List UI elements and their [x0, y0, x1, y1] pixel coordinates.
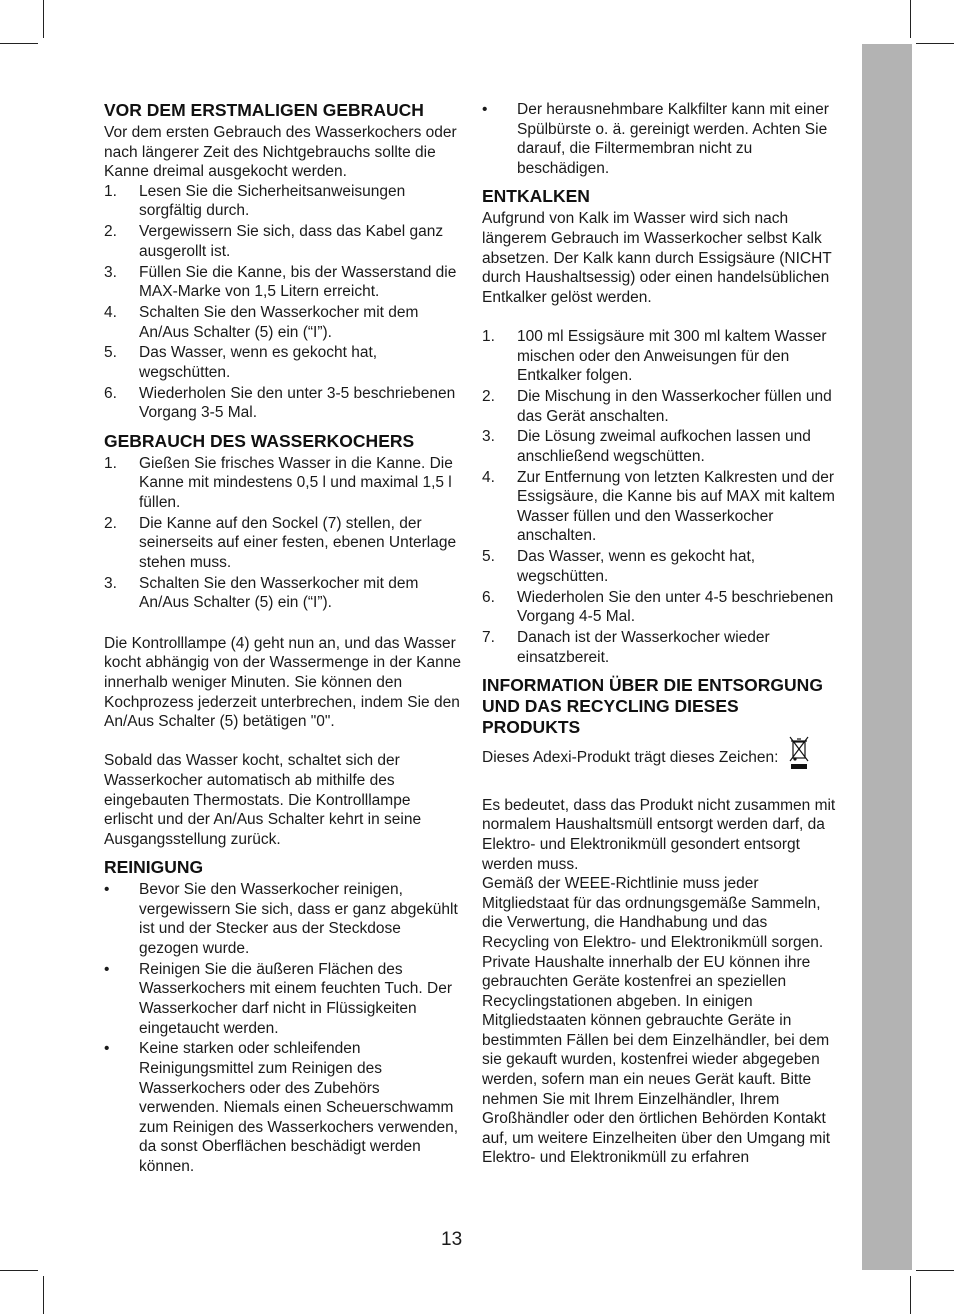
list-item: 3. Schalten Sie den Wasserkocher mit dem An/Aus Schalter (5) ein (“I”). — [104, 574, 419, 612]
list-item: 2. Die Kanne auf den Sockel (7) stellen, der seinerseits auf einer festen, ebenen Unterlage stehen muss. — [104, 514, 457, 571]
section-disposal — [482, 675, 838, 1168]
usage-paragraph-1: Die Kontrolllampe (4) geht nun an, und das Wasser kocht abhängig von der Wassermenge in der Kanne innerhalb weniger Minuten. Sie können den Kochprozess jederzeit unterbrechen, indem Sie den An/Aus Schalter (5) betätigen "0". — [104, 634, 462, 731]
bullet-list — [482, 100, 838, 178]
list-item: 1. Lesen Sie die Sicherheitsanweisungen sorgfältig durch. — [104, 182, 406, 220]
crop-mark — [0, 43, 38, 44]
list-item: 2. Die Mischung in den Wasserkocher füllen und das Gerät anschalten. — [482, 387, 832, 425]
list-item: 2. Vergewissern Sie sich, dass das Kabel ganz ausgerollt ist. — [104, 223, 444, 260]
list-item: 4. Zur Entfernung von letzten Kalkresten und der Essigsäure, die Kanne bis auf MAX mit kaltem Wasser füllen und den Wasserkocher anschalten. — [482, 468, 835, 545]
list-item: 1. 100 ml Essigsäure mit 300 ml kaltem Wasser mischen oder den Anweisungen für den Entkalker folgen. — [482, 327, 827, 385]
crop-mark — [43, 1276, 44, 1314]
descaling-intro: Aufgrund von Kalk im Wasser wird sich nach längerem Gebrauch im Wasserkocher selbst Kalk absetzen. Der Kalk kann durch Essigsäure (NICHT durch Haushaltsessig) oder einen handelsüblichen Entkalker gelöst werden. — [482, 210, 832, 306]
bullet-list — [104, 880, 462, 1176]
list-item: 4. Schalten Sie den Wasserkocher mit dem An/Aus Schalter (5) ein (“I”). — [104, 303, 419, 341]
heading-usage: GEBRAUCH DES WASSERKOCHERS — [104, 430, 415, 451]
section-descaling — [482, 186, 838, 667]
section-before-first-use — [104, 100, 462, 423]
crossed-out-wheelie-bin-icon — [788, 734, 810, 770]
section-usage — [104, 431, 462, 849]
steps-list — [482, 327, 838, 667]
intro-paragraph: Vor dem ersten Gebrauch des Wasserkochers oder nach längerer Zeit des Nichtgebrauchs sollte die Kanne dreimal ausgekocht werden. — [104, 124, 457, 181]
heading-descaling: ENTKALKEN — [482, 186, 590, 207]
list-item: 5. Das Wasser, wenn es gekocht hat, wegschütten. — [482, 548, 756, 585]
list-item: 3. Füllen Sie die Kanne, bis der Wasserstand die MAX-Marke von 1,5 Litern erreicht. — [104, 263, 457, 301]
symbol-line-text: Dieses Adexi-Produkt trägt dieses Zeichen: — [482, 749, 779, 767]
right-column — [482, 100, 838, 1176]
crop-mark — [916, 1270, 954, 1271]
list-item: 7. Danach ist der Wasserkocher wieder einsatzbereit. — [482, 628, 770, 666]
disposal-paragraph-2: Gemäß der WEEE-Richtlinie muss jeder Mitgliedstaat für das ordnungsgemäße Sammeln, die Verwertung, die Handhabung und das Recycling von Elektro- und Elektronikmüll sorgen. Private Haushalte innerhalb der EU können ihre gebrauchten Geräte kostenfrei an speziellen Recyclingstationen abgeben. In einigen Mitgliedstaaten können gebrauchte Geräte in bestimmten Fällen bei dem Einzelhändler, bei dem sie gekauft wurden, kostenfrei wieder abgegeben werden, sofern man ein neues Gerät kauft. Bitte nehmen Sie mit Ihrem Einzelhändler, Ihrem Großhändler oder den örtlichen Behörden Kontakt auf, um weitere Einzelheiten über den Umgang mit Elektro- und Elektronikmüll zu erfahren — [482, 875, 831, 1167]
steps-list — [104, 182, 462, 423]
symbol-line — [482, 740, 838, 776]
heading-disposal: INFORMATION ÜBER DIE ENTSORGUNG UND DAS RECYCLING DIESES PRODUKTS — [482, 675, 823, 738]
left-column — [104, 100, 462, 1185]
heading-cleaning: REINIGUNG — [104, 857, 204, 878]
list-item: • Keine starken oder schleifenden Reinigungsmittel zum Reinigen des Wasserkochers oder des Zubehörs verwenden. Niemals einen Scheuerschwamm zum Reinigen des Wasserkochers verwenden, da sonst Oberflächen beschädigt werden können. — [104, 1040, 459, 1175]
steps-list — [104, 454, 462, 613]
list-item: 5. Das Wasser, wenn es gekocht hat, wegschütten. — [104, 344, 378, 381]
crop-mark — [916, 43, 954, 44]
list-item: • Reinigen Sie die äußeren Flächen des Wasserkochers mit einem feuchten Tuch. Der Wasserkocher darf nicht in Flüssigkeiten eingetaucht werden. — [104, 960, 452, 1037]
list-item: • Der herausnehmbare Kalkfilter kann mit einer Spülbürste o. ä. gereinigt werden. Achten Sie darauf, die Filtermembran nicht zu beschädigen. — [482, 101, 829, 177]
crop-mark — [910, 0, 911, 38]
list-item: 6. Wiederholen Sie den unter 3-5 beschriebenen Vorgang 3-5 Mal. — [104, 384, 456, 422]
heading-before-first-use: VOR DEM ERSTMALIGEN GEBRAUCH — [104, 100, 424, 120]
crop-mark — [910, 1276, 911, 1314]
section-cleaning — [104, 857, 462, 1176]
section-cleaning-continued — [482, 100, 838, 178]
list-item: 6. Wiederholen Sie den unter 4-5 beschriebenen Vorgang 4-5 Mal. — [482, 588, 834, 626]
usage-paragraph-2: Sobald das Wasser kocht, schaltet sich der Wasserkocher automatisch ab mithilfe des eingebauten Thermostats. Die Kontrolllampe erlischt und der An/Aus Schalter kehrt in seine Ausgangsstellung zurück. — [104, 752, 422, 848]
side-tab-bar — [862, 44, 912, 1270]
page-number: 13 — [441, 1229, 463, 1250]
list-item: 3. Die Lösung zweimal aufkochen lassen und anschließend wegschütten. — [482, 428, 811, 465]
crop-mark — [43, 0, 44, 38]
list-item: • Bevor Sie den Wasserkocher reinigen, vergewissern Sie sich, dass er ganz abgekühlt ist und der Stecker aus der Steckdose gezogen wurde. — [104, 881, 458, 958]
disposal-paragraph-1: Es bedeutet, dass das Produkt nicht zusammen mit normalem Haushaltsmüll entsorgt werden darf, da Elektro- und Elektronikmüll gesondert entsorgt werden muss. — [482, 796, 836, 873]
crop-mark — [0, 1270, 38, 1271]
list-item: 1. Gießen Sie frisches Wasser in die Kanne. Die Kanne mit mindestens 0,5 l und maximal 1,5 l füllen. — [104, 454, 453, 512]
